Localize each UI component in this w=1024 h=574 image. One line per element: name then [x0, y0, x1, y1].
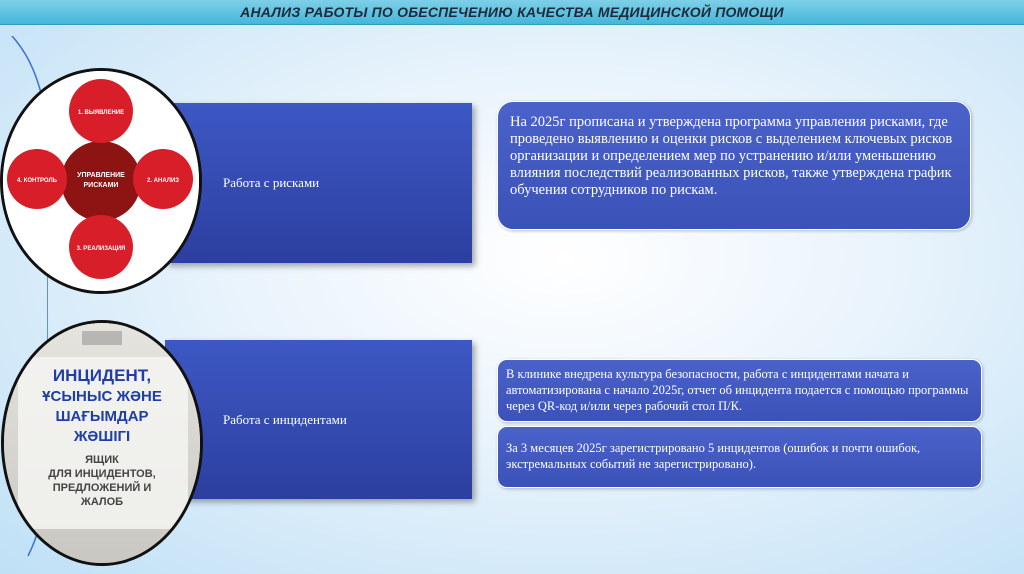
risk-management-diagram: [0, 68, 202, 294]
risk-description-box: [497, 101, 971, 230]
sign-kz-line2: ҰСЫНЫС ЖӘНЕ: [42, 388, 162, 405]
risk-work-label: Работа с рисками: [223, 175, 320, 190]
sign-ru-line3: ПРЕДЛОЖЕНИЙ И: [52, 482, 152, 494]
diagram-center-line2: РИСКАМИ: [83, 182, 119, 189]
box-slot: [82, 331, 122, 345]
sign-kz-line3: ШАҒЫМДАР: [55, 408, 149, 425]
incident-box-graphic: [4, 323, 200, 563]
diagram-bottom-label: 3. РЕАЛИЗАЦИЯ: [76, 246, 126, 252]
risk-description: На 2025г прописана и утверждена программа управления рисками, где проведено выявлению и оценки рисков с выделением ключевых рисков организации и определением мер по устранению и/или уменьшению влияния последствий реализованных рисков, также утверждена график обучения сотрудников по рискам.: [510, 114, 953, 198]
sign-kz-line4: ЖӘШІГІ: [73, 428, 131, 445]
sign-kz-line1: ИНЦИДЕНТ,: [52, 366, 152, 385]
page-title: АНАЛИЗ РАБОТЫ ПО ОБЕСПЕЧЕНИЮ КАЧЕСТВА МЕДИЦИНСКОЙ ПОМОЩИ: [240, 4, 784, 20]
incident-culture-text: В клинике внедрена культура безопасности, работа с инцидентами начата и автоматизирована с начало 2025г, отчет об инцидента подается с помощью программы через QR-код и/или через рабочий стол П/К.: [506, 367, 969, 413]
risk-work-block: [165, 103, 472, 263]
diagram-center: [61, 141, 141, 221]
incident-box-photo: [1, 320, 203, 566]
incident-stats-box: [497, 426, 982, 488]
incident-stats-text: За 3 месяцев 2025г зарегистрировано 5 инцидентов (ошибок и почти ошибок, экстремальных событий не зарегистрировано).: [506, 441, 921, 471]
diagram-center-line1: УПРАВЛЕНИЕ: [77, 172, 125, 179]
diagram-top-label: 1. ВЫЯВЛЕНИЕ: [77, 110, 125, 116]
risk-cycle-graphic: [3, 71, 199, 291]
diagram-left-label: 4. КОНТРОЛЬ: [17, 178, 57, 184]
incident-work-block: [165, 340, 472, 499]
sign-ru-line4: ЖАЛОБ: [80, 496, 124, 508]
title-bar: [0, 0, 1024, 25]
sign-ru-line1: ЯЩИК: [85, 454, 119, 466]
incident-culture-box: [497, 359, 982, 422]
diagram-right-label: 2. АНАЛИЗ: [146, 178, 180, 184]
sign-ru-line2: ДЛЯ ИНЦИДЕНТОВ,: [48, 468, 156, 480]
incident-work-label: Работа с инцидентами: [223, 412, 347, 427]
